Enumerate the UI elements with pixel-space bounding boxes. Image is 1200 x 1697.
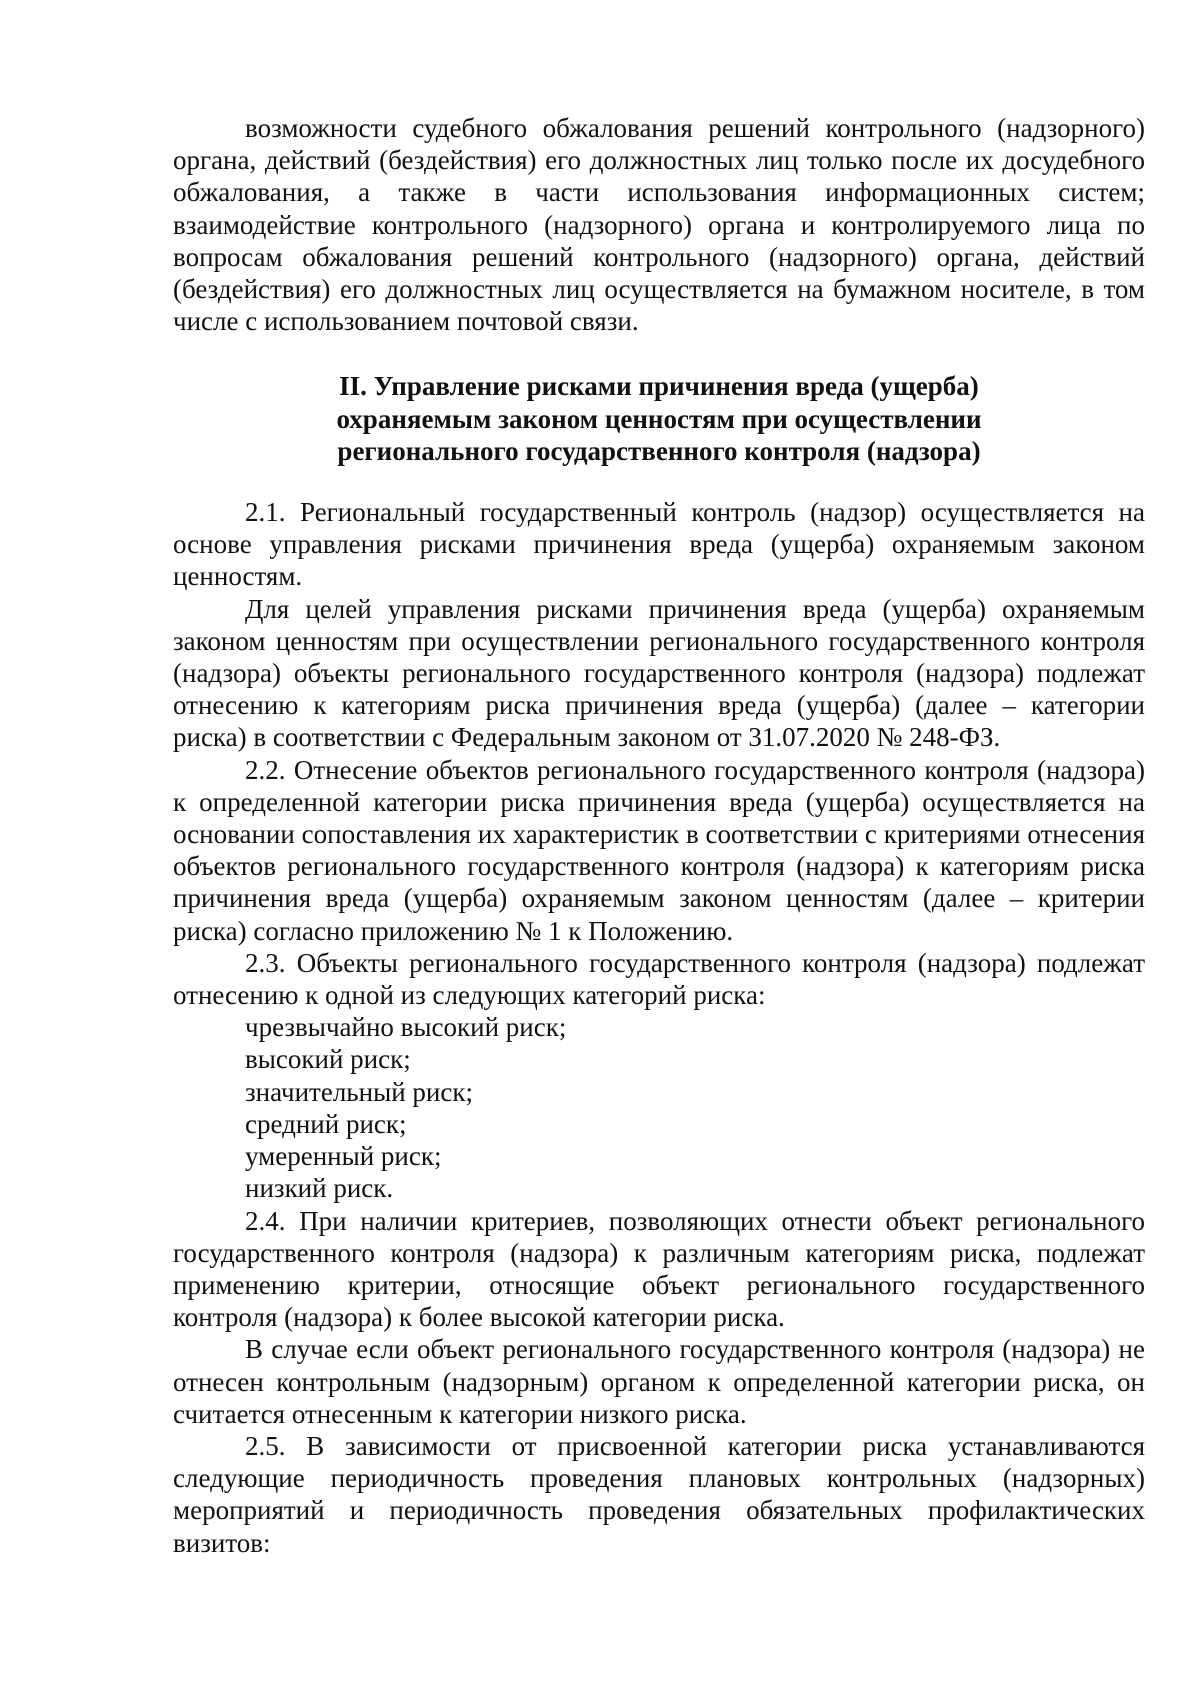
paragraph-2-1-continued: Для целей управления рисками причинения вреда (ущерба) охраняемым законом ценностям при осуществлении регионального государственного контроля (надзора) объекты регионального государственного контроля (надзора) подлежат отнесению к категориям риска причинения вреда (ущерба) (далее – категории риска) в соответствии с Федеральным законом от 31.07.2020 № 248-ФЗ. (173, 593, 1145, 753)
paragraph-2-1: 2.1. Региональный государственный контроль (надзор) осуществляется на основе управления рисками причинения вреда (ущерба) охраняемым законом ценностям. (173, 497, 1145, 592)
paragraph-2-2: 2.2. Отнесение объектов регионального государственного контроля (надзора) к определенной категории риска причинения вреда (ущерба) осуществляется на основании сопоставления их характеристик в соответствии с критериями отнесения объектов регионального государственного контроля (надзора) к категориям риска причинения вреда (ущерба) охраняемым законом ценностям (далее – критерии риска) согласно приложению № 1 к Положению. (173, 754, 1145, 946)
risk-category-item: высокий риск; (245, 1044, 411, 1075)
risk-category-item: умеренный риск; (245, 1141, 442, 1172)
section-heading-line-1: II. Управление рисками причинения вреда (ущерба) (339, 371, 979, 402)
section-heading-line-2: охраняемым законом ценностям при осуществлении (336, 403, 982, 434)
intro-paragraph: возможности судебного обжалования решений контрольного (надзорного) органа, действий (бездействия) его должностных лиц только после их досудебного обжалования, а также в части использования информационных систем; взаимодействие контрольного (надзорного) органа и контролируемого лица по вопросам обжалования решений контрольного (надзорного) органа, действий (бездействия) его должностных лиц осуществляется на бумажном носителе, в том числе с использованием почтовой связи. (173, 113, 1145, 337)
paragraph-2-5: 2.5. В зависимости от присвоенной категории риска устанавливаются следующие периодичность проведения плановых контрольных (надзорных) мероприятий и периодичность проведения обязательных профилактических визитов: (173, 1430, 1145, 1558)
risk-category-item: чрезвычайно высокий риск; (245, 1012, 567, 1043)
paragraph-2-4: 2.4. При наличии критериев, позволяющих отнести объект регионального государственного контроля (надзора) к различным категориям риска, подлежат применению критерии, относящие объект регионального государственного контроля (надзора) к более высокой категории риска. (173, 1205, 1145, 1333)
section-heading (173, 337, 1145, 496)
paragraph-2-3: 2.3. Объекты регионального государственного контроля (надзора) подлежат отнесению к одной из следующих категорий риска: (173, 947, 1145, 1011)
document-page (173, 112, 1145, 1559)
risk-category-item: средний риск; (245, 1108, 407, 1139)
risk-category-list (173, 1011, 1145, 1204)
risk-category-item: значительный риск; (245, 1076, 473, 1107)
paragraph-2-4-continued: В случае если объект регионального государственного контроля (надзора) не отнесен контрольным (надзорным) органом к определенной категории риска, он считается отнесенным к категории низкого риска. (173, 1334, 1145, 1429)
section-heading-line-3: регионального государственного контроля (надзора) (337, 435, 981, 466)
risk-category-item: низкий риск. (245, 1173, 394, 1204)
